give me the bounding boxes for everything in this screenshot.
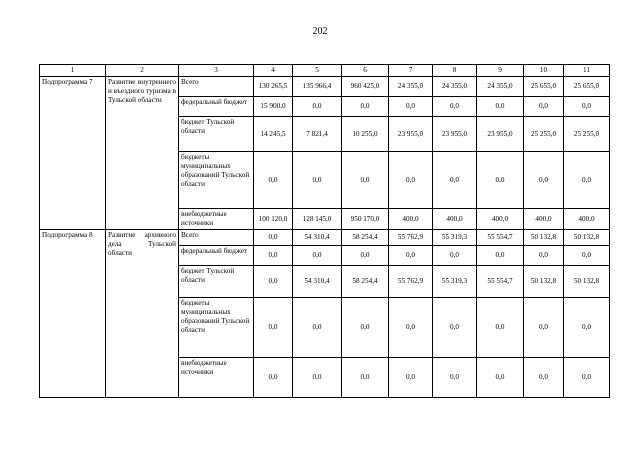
funding-value: 50 132,8 bbox=[524, 230, 564, 246]
funding-value: 100 120,0 bbox=[254, 209, 293, 230]
funding-value: 0,0 bbox=[389, 97, 433, 117]
funding-value: 0,0 bbox=[477, 97, 524, 117]
funding-value: 400,0 bbox=[389, 209, 433, 230]
funding-value: 23 955,0 bbox=[477, 117, 524, 152]
funding-value: 58 254,4 bbox=[342, 230, 389, 246]
funding-value: 0,0 bbox=[564, 152, 610, 209]
funding-value: 0,0 bbox=[524, 298, 564, 358]
funding-value: 0,0 bbox=[293, 246, 342, 266]
funding-value: 25 255,0 bbox=[524, 117, 564, 152]
funding-value: 0,0 bbox=[389, 298, 433, 358]
funding-value: 50 132,8 bbox=[524, 266, 564, 298]
funding-value: 0,0 bbox=[564, 358, 610, 398]
funding-value: 10 255,0 bbox=[342, 117, 389, 152]
funding-value: 950 170,0 bbox=[342, 209, 389, 230]
funding-value: 50 132,8 bbox=[564, 266, 610, 298]
budget-table bbox=[39, 64, 610, 398]
column-number: 4 bbox=[254, 65, 293, 77]
funding-value: 0,0 bbox=[254, 246, 293, 266]
funding-value: 0,0 bbox=[342, 152, 389, 209]
column-number: 6 bbox=[342, 65, 389, 77]
funding-value: 14 245,5 bbox=[254, 117, 293, 152]
funding-value: 0,0 bbox=[254, 230, 293, 246]
funding-value: 0,0 bbox=[477, 152, 524, 209]
subprogram-code: Подпрограмма 8 bbox=[40, 230, 106, 398]
funding-value: 0,0 bbox=[293, 298, 342, 358]
funding-value: 960 425,0 bbox=[342, 77, 389, 97]
funding-value: 400,0 bbox=[564, 209, 610, 230]
funding-value: 0,0 bbox=[564, 97, 610, 117]
funding-value: 24 355,0 bbox=[433, 77, 477, 97]
column-number: 7 bbox=[389, 65, 433, 77]
funding-value: 55 319,3 bbox=[433, 230, 477, 246]
funding-value: 0,0 bbox=[524, 97, 564, 117]
column-number: 5 bbox=[293, 65, 342, 77]
funding-value: 58 254,4 bbox=[342, 266, 389, 298]
funding-value: 0,0 bbox=[342, 298, 389, 358]
funding-value: 0,0 bbox=[389, 152, 433, 209]
funding-value: 55 319,3 bbox=[433, 266, 477, 298]
page-number: 202 bbox=[312, 26, 328, 37]
funding-value: 0,0 bbox=[293, 152, 342, 209]
funding-value: 400,0 bbox=[477, 209, 524, 230]
subprogram-name: Развитие внутреннего и въездного туризма в Тульской области bbox=[106, 77, 179, 230]
funding-value: 0,0 bbox=[433, 97, 477, 117]
funding-value: 0,0 bbox=[524, 246, 564, 266]
funding-value: 400,0 bbox=[433, 209, 477, 230]
funding-value: 54 310,4 bbox=[293, 266, 342, 298]
subprogram-name: Развитие архивного дела Тульской области bbox=[106, 230, 179, 398]
funding-value: 0,0 bbox=[524, 358, 564, 398]
funding-source: бюджет Тульской области bbox=[179, 117, 254, 152]
funding-value: 25 655,0 bbox=[564, 77, 610, 97]
funding-source: Всего bbox=[179, 230, 254, 246]
funding-value: 0,0 bbox=[293, 97, 342, 117]
funding-value: 0,0 bbox=[433, 246, 477, 266]
funding-value: 0,0 bbox=[564, 246, 610, 266]
funding-value: 0,0 bbox=[342, 358, 389, 398]
column-number: 10 bbox=[524, 65, 564, 77]
funding-value: 0,0 bbox=[433, 298, 477, 358]
funding-value: 15 900,0 bbox=[254, 97, 293, 117]
funding-value: 55 554,7 bbox=[477, 230, 524, 246]
funding-value: 0,0 bbox=[254, 298, 293, 358]
funding-source: Всего bbox=[179, 77, 254, 97]
funding-source: федеральный бюджет bbox=[179, 246, 254, 266]
funding-value: 55 762,9 bbox=[389, 230, 433, 246]
funding-value: 54 310,4 bbox=[293, 230, 342, 246]
funding-source: внебюджетные источники bbox=[179, 358, 254, 398]
subprogram-code: Подпрограмма 7 bbox=[40, 77, 106, 230]
funding-value: 0,0 bbox=[389, 246, 433, 266]
funding-value: 0,0 bbox=[254, 152, 293, 209]
funding-value: 24 355,0 bbox=[389, 77, 433, 97]
funding-source: федеральный бюджет bbox=[179, 97, 254, 117]
funding-value: 7 821,4 bbox=[293, 117, 342, 152]
funding-value: 0,0 bbox=[342, 97, 389, 117]
funding-value: 400,0 bbox=[524, 209, 564, 230]
funding-value: 0,0 bbox=[477, 358, 524, 398]
funding-value: 50 132,8 bbox=[564, 230, 610, 246]
funding-value: 0,0 bbox=[564, 298, 610, 358]
funding-value: 23 955,0 bbox=[433, 117, 477, 152]
funding-source: бюджет Тульской области bbox=[179, 266, 254, 298]
funding-value: 25 255,0 bbox=[564, 117, 610, 152]
column-number: 3 bbox=[179, 65, 254, 77]
column-number: 9 bbox=[477, 65, 524, 77]
funding-value: 24 355,0 bbox=[477, 77, 524, 97]
funding-value: 0,0 bbox=[477, 298, 524, 358]
funding-value: 23 955,0 bbox=[389, 117, 433, 152]
funding-value: 128 145,0 bbox=[293, 209, 342, 230]
funding-value: 0,0 bbox=[293, 358, 342, 398]
funding-value: 0,0 bbox=[524, 152, 564, 209]
funding-value: 55 762,9 bbox=[389, 266, 433, 298]
funding-value: 0,0 bbox=[254, 358, 293, 398]
funding-source: внебюджетные источники bbox=[179, 209, 254, 230]
funding-value: 0,0 bbox=[477, 246, 524, 266]
column-number: 1 bbox=[40, 65, 106, 77]
funding-source: бюджеты муниципальных образований Тульской области bbox=[179, 152, 254, 209]
funding-value: 0,0 bbox=[342, 246, 389, 266]
funding-value: 0,0 bbox=[254, 266, 293, 298]
funding-value: 0,0 bbox=[433, 358, 477, 398]
column-number-row bbox=[40, 65, 610, 77]
funding-value: 130 265,5 bbox=[254, 77, 293, 97]
funding-value: 0,0 bbox=[389, 358, 433, 398]
column-number: 2 bbox=[106, 65, 179, 77]
funding-value: 0,0 bbox=[433, 152, 477, 209]
column-number: 8 bbox=[433, 65, 477, 77]
funding-value: 25 655,0 bbox=[524, 77, 564, 97]
funding-source: бюджеты муниципальных образований Тульской области bbox=[179, 298, 254, 358]
funding-value: 135 966,4 bbox=[293, 77, 342, 97]
table-row bbox=[40, 230, 610, 246]
column-number: 11 bbox=[564, 65, 610, 77]
funding-value: 55 554,7 bbox=[477, 266, 524, 298]
table-row bbox=[40, 77, 610, 97]
